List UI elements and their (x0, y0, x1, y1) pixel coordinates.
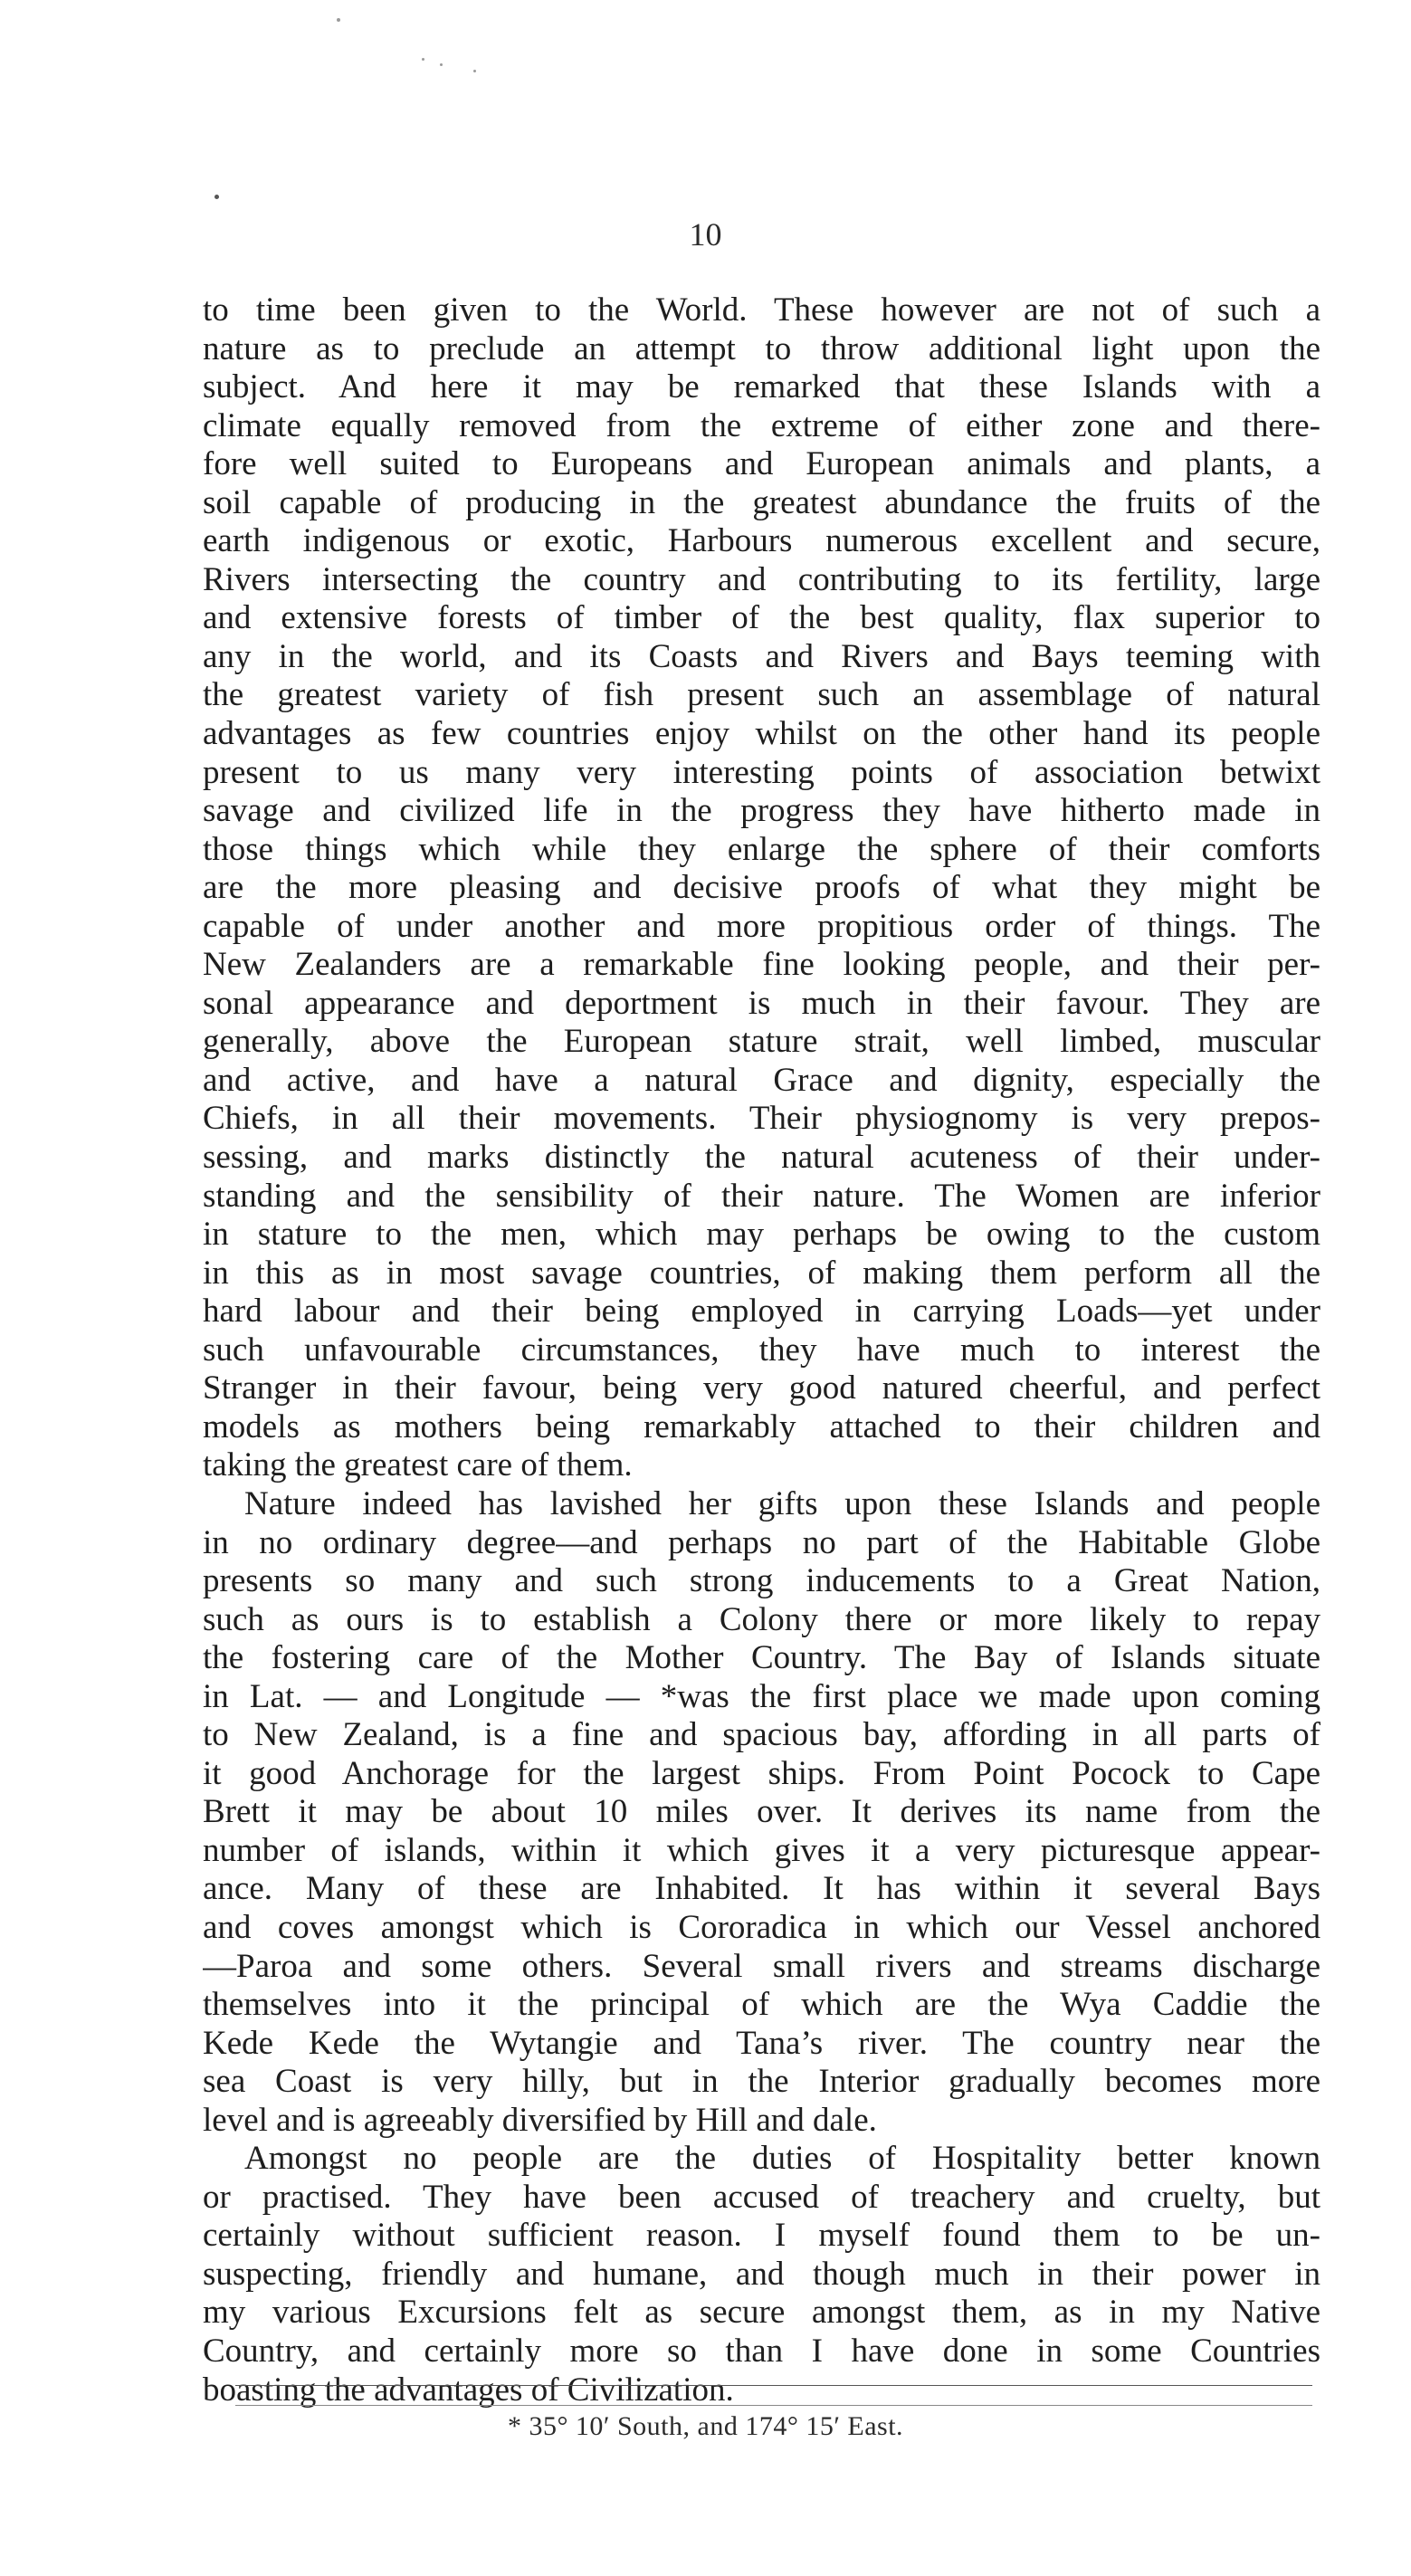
text-line: are the more pleasing and decisive proofs of what they might be (203, 869, 1320, 907)
text-line: the fostering care of the Mother Country. The Bay of Islands situate (203, 1639, 1320, 1677)
text-line: Rivers intersecting the country and contributing to its fertility, large (203, 560, 1320, 598)
text-line: my various Excursions felt as secure amongst them, as in my Native (203, 2294, 1320, 2332)
text-line: New Zealanders are a remarkable fine looking people, and their per- (203, 946, 1320, 984)
text-line: earth indigenous or exotic, Harbours numerous excellent and secure, (203, 522, 1320, 560)
text-line: Stranger in their favour, being very good natured cheerful, and perfect (203, 1369, 1320, 1407)
text-line: Chiefs, in all their movements. Their physiognomy is very prepos- (203, 1100, 1320, 1138)
text-line: in Lat. — and Longitude — *was the first place we made upon coming (203, 1677, 1320, 1715)
text-line: models as mothers being remarkably attached to their children and (203, 1407, 1320, 1445)
text-line: it good Anchorage for the largest ships. From Point Pocock to Cape (203, 1754, 1320, 1792)
text-line: climate equally removed from the extreme of either zone and there- (203, 406, 1320, 444)
footnote-divider-thin (235, 2405, 1312, 2406)
text-line: savage and civilized life in the progress they have hitherto made in (203, 792, 1320, 830)
text-line: certainly without sufficient reason. I myself found them to be un- (203, 2217, 1320, 2255)
scan-speck (422, 58, 424, 61)
text-line: and extensive forests of timber of the best quality, flax superior to (203, 599, 1320, 637)
text-line: —Paroa and some others. Several small rivers and streams discharge (203, 1947, 1320, 1985)
text-line: suspecting, friendly and humane, and though much in their power in (203, 2255, 1320, 2293)
text-line: nature as to preclude an attempt to throw additional light upon the (203, 329, 1320, 367)
text-line: advantages as few countries enjoy whilst on the other hand its people (203, 715, 1320, 753)
text-line: in this as in most savage countries, of making them perform all the (203, 1254, 1320, 1292)
text-line: number of islands, within it which gives it a very picturesque appear- (203, 1831, 1320, 1869)
text-line: presents so many and such strong inducements to a Great Nation, (203, 1562, 1320, 1600)
footnote-divider (235, 2385, 1312, 2386)
text-line: or practised. They have been accused of treachery and cruelty, but (203, 2178, 1320, 2216)
text-line: in stature to the men, which may perhaps be owing to the custom (203, 1216, 1320, 1254)
text-line: any in the world, and its Coasts and Rivers and Bays teeming with (203, 637, 1320, 675)
text-line: standing and the sensibility of their nature. The Women are inferior (203, 1177, 1320, 1215)
footnote: * 35° 10′ South, and 174° 15′ East. (507, 2411, 904, 2441)
text-line: and active, and have a natural Grace and dignity, especially the (203, 1061, 1320, 1099)
text-line: capable of under another and more propitious order of things. The (203, 907, 1320, 945)
scan-speck (473, 70, 476, 72)
text-line: ance. Many of these are Inhabited. It has within it several Bays (203, 1870, 1320, 1908)
paragraph (203, 2140, 1320, 2409)
text-line: themselves into it the principal of which are the Wya Caddie the (203, 1986, 1320, 2024)
text-line: sea Coast is very hilly, but in the Interior gradually becomes more (203, 2063, 1320, 2101)
text-line: soil capable of producing in the greatest abundance the fruits of the (203, 483, 1320, 521)
text-line: present to us many very interesting points of association betwixt (203, 753, 1320, 791)
text-line: hard labour and their being employed in carrying Loads—yet under (203, 1293, 1320, 1331)
scan-speck (440, 63, 443, 66)
text-line: sonal appearance and deportment is much in their favour. They are (203, 984, 1320, 1022)
text-line: level and is agreeably diversified by Hill and dale. (203, 2101, 877, 2139)
body-text (203, 291, 1320, 2409)
text-line: subject. And here it may be remarked that these Islands with a (203, 368, 1320, 406)
text-line: such as ours is to establish a Colony there or more likely to repay (203, 1600, 1320, 1638)
text-line: Country, and certainly more so than I have done in some Countries (203, 2332, 1320, 2370)
text-line: the greatest variety of fish present such an assemblage of natural (203, 676, 1320, 714)
text-line: taking the greatest care of them. (203, 1446, 633, 1484)
text-line: such unfavourable circumstances, they have much to interest the (203, 1331, 1320, 1369)
text-line: Brett it may be about 10 miles over. It derives its name from the (203, 1793, 1320, 1831)
text-line: boasting the advantages of Civilization. (203, 2371, 734, 2409)
text-line: Kede Kede the Wytangie and Tana’s river. The country near the (203, 2024, 1320, 2062)
scan-speck (337, 18, 340, 22)
page-number: 10 (689, 216, 722, 253)
text-line: generally, above the European stature strait, well limbed, muscular (203, 1023, 1320, 1061)
text-line: to time been given to the World. These however are not of such a (203, 291, 1320, 329)
text-line: to New Zealand, is a fine and spacious bay, affording in all parts of (203, 1716, 1320, 1754)
text-line: Amongst no people are the duties of Hospitality better known (244, 2140, 1320, 2178)
paragraph (203, 1485, 1320, 2140)
text-line: Nature indeed has lavished her gifts upon these Islands and people (244, 1484, 1320, 1522)
scan-speck (215, 195, 219, 199)
text-line: sessing, and marks distinctly the natural acuteness of their under- (203, 1139, 1320, 1177)
text-line: in no ordinary degree—and perhaps no part of the Habitable Globe (203, 1523, 1320, 1561)
text-line: fore well suited to Europeans and European animals and plants, a (203, 445, 1320, 483)
paragraph (203, 291, 1320, 1485)
text-line: and coves amongst which is Cororadica in which our Vessel anchored (203, 1908, 1320, 1946)
text-line: those things which while they enlarge the sphere of their comforts (203, 830, 1320, 868)
